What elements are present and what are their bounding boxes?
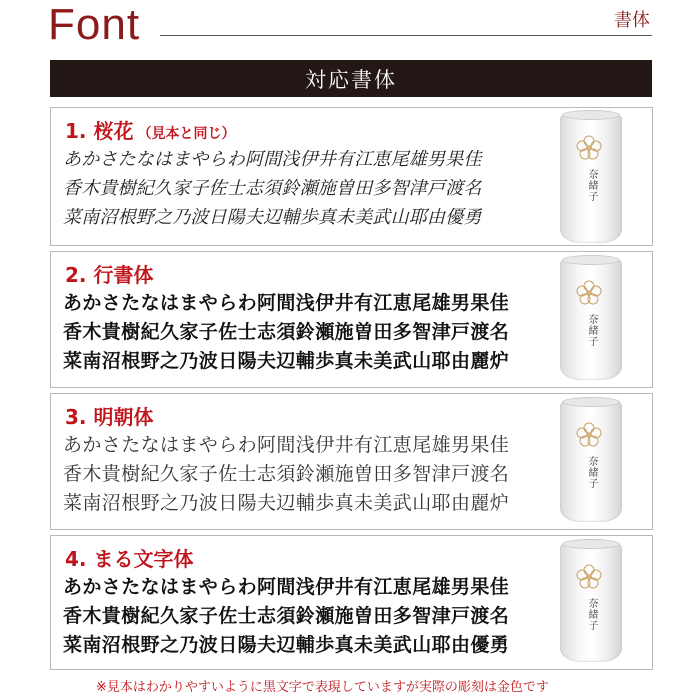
panel-title <box>65 259 157 288</box>
sample-line: あかさたなはまやらわ阿間浅伊井有江恵尾雄男果佳 <box>63 149 482 170</box>
flower-pattern-icon <box>574 562 604 592</box>
font-name: 2. 行書体 <box>65 263 154 287</box>
heading-rule <box>160 35 652 36</box>
cup-image <box>560 113 622 243</box>
sample-line: 香木貴樹紀久家子佐士志須鈴瀬施曽田多智津戸渡名 <box>63 321 510 343</box>
banner-label: 対応書体 <box>305 67 397 92</box>
sample-line: 菜南沼根野之乃波日陽夫辺輔歩真未美武山耶由麗炉 <box>63 350 510 372</box>
flower-pattern-icon <box>574 133 604 163</box>
sample-line: あかさたなはまやらわ阿間浅伊井有江恵尾雄男果佳 <box>63 434 510 456</box>
panel-title <box>65 543 197 572</box>
supported-fonts-banner <box>50 60 652 97</box>
sample-line: 香木貴樹紀久家子佐士志須鈴瀬施曽田多智津戸渡名 <box>63 178 482 199</box>
cup-engraving: 奈緒子 <box>586 169 597 202</box>
sample-line: 菜南沼根野之乃波日陽夫辺輔歩真未美武山耶由麗炉 <box>63 492 510 514</box>
font-sample <box>63 431 541 518</box>
cup-engraving: 奈緒子 <box>586 598 597 631</box>
font-name: 4. まる文字体 <box>65 547 194 571</box>
font-panel-oka <box>50 107 653 246</box>
panel-title <box>65 115 235 144</box>
sample-line: 香木貴樹紀久家子佐士志須鈴瀬施曽田多智津戸渡名 <box>63 463 510 485</box>
cup-image <box>560 258 622 380</box>
font-label: 書体 <box>614 10 650 31</box>
panel-title <box>65 401 157 430</box>
sample-line: あかさたなはまやらわ阿間浅伊井有江恵尾雄男果佳 <box>63 292 510 314</box>
font-name: 1. 桜花 <box>65 119 134 143</box>
cup-image <box>560 542 622 662</box>
font-heading: Font <box>48 0 141 49</box>
font-panel-mincho <box>50 393 653 530</box>
font-name: 3. 明朝体 <box>65 405 154 429</box>
sample-line: 菜南沼根野之乃波日陽夫辺輔歩真未美武山耶由優勇 <box>63 634 510 656</box>
cup-engraving: 奈緒子 <box>586 314 597 347</box>
sample-line: 菜南沼根野之乃波日陽夫辺輔歩真未美武山耶由優勇 <box>63 207 482 228</box>
footnote: ※見本はわかりやすいように黒文字で表現していますが実際の彫刻は金色です <box>96 680 549 695</box>
font-panel-maru <box>50 535 653 670</box>
font-panel-gyosho <box>50 251 653 388</box>
font-sample <box>63 145 541 232</box>
flower-pattern-icon <box>574 420 604 450</box>
cup-image <box>560 400 622 522</box>
flower-pattern-icon <box>574 278 604 308</box>
cup-engraving: 奈緒子 <box>586 456 597 489</box>
font-sample <box>63 573 541 660</box>
sample-line: あかさたなはまやらわ阿間浅伊井有江恵尾雄男果佳 <box>63 576 510 598</box>
font-sample <box>63 289 541 376</box>
font-note: （見本と同じ） <box>137 126 236 142</box>
sample-line: 香木貴樹紀久家子佐士志須鈴瀬施曽田多智津戸渡名 <box>63 605 510 627</box>
